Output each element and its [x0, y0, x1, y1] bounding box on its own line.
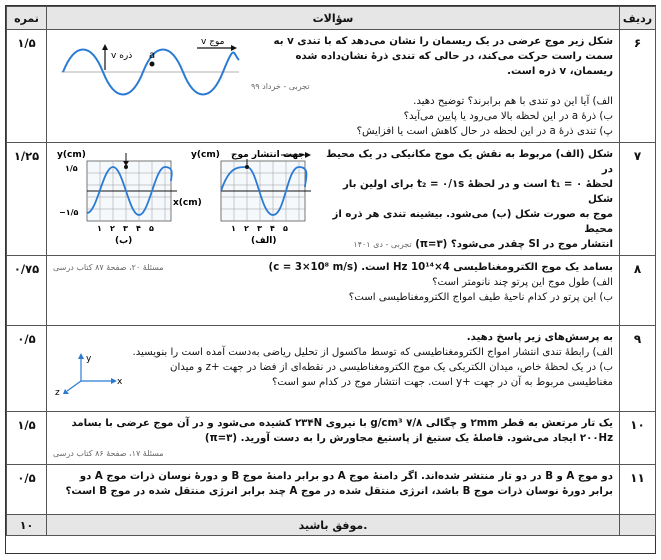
score-8: ۰/۷۵ [7, 256, 47, 326]
graph-b-label: (ب) [115, 236, 133, 246]
score-11: ۰/۵ [7, 465, 47, 515]
graph-b-tick-4: ۴ [136, 224, 141, 233]
graph-b-tick-5: ۵ [149, 224, 154, 233]
graph-a-tick-2: ۲ [244, 224, 249, 233]
q7-line-3: موج به صورت شکل (ب) می‌شود. بیشینه تندی هر ذره از محیط [332, 209, 613, 235]
graph-a-tick-4: ۴ [270, 224, 275, 233]
row-num-8: ۸ [620, 256, 656, 326]
score-10: ۱/۵ [7, 412, 47, 465]
q9-text: به پرسش‌های زیر پاسخ دهید. [466, 332, 613, 343]
question-7 [47, 143, 620, 256]
graph-b-ymax: ۱/۵ [65, 164, 78, 173]
transverse-wave-figure [55, 34, 245, 109]
graph-b-xlabel: x(cm) [173, 198, 202, 208]
q10-source: مسئلهٔ ۱۷، صفحهٔ ۸۶ کتاب درسی [53, 449, 164, 458]
question-6 [47, 30, 620, 143]
axis-y-label: y [86, 354, 92, 364]
question-row-10 [7, 412, 656, 465]
q8-part-a: الف) طول موج این پرتو چند نانومتر است؟ [432, 277, 613, 288]
q8-text: بسامد یک موج الکترومغناطیسی 4×10¹⁴ Hz است. (c = 3×10⁸ m/s) [268, 262, 613, 273]
header-row [7, 7, 656, 30]
graph-b [57, 150, 202, 246]
v-particle-label: v ذره [111, 51, 133, 61]
point-a-label: a [149, 50, 156, 61]
q11-text: دو موج A و B در دو تار منتشر شده‌اند. اگر دامنهٔ موج A دو برابر دامنهٔ موج B و دورهٔ نوسان ذرات موج A دو برابر دورهٔ نوسان ذرات موج B باشد، انرژی منتقل شده در موج A چند برابر انرژی منتقل شده در موج B است؟ [65, 471, 613, 497]
exam-table [6, 6, 656, 536]
question-row-11 [7, 465, 656, 515]
propagation-direction-label: جهت انتشار موج [231, 150, 305, 160]
axis-z-label: z [55, 388, 60, 397]
graph-a-tick-5: ۵ [283, 224, 288, 233]
q7-source: تجربی - دی ۱۴۰۱ [353, 240, 412, 249]
question-9 [47, 326, 620, 412]
good-luck-text: موفق باشید. [47, 515, 620, 536]
question-11 [47, 465, 620, 515]
axes-figure [55, 351, 125, 402]
question-row-8 [7, 256, 656, 326]
graph-b-ymin: −۱/۵ [59, 208, 79, 217]
graph-b-tick-2: ۲ [110, 224, 115, 233]
row-header: ردیف [620, 7, 656, 30]
total-score: ۱۰ [7, 515, 47, 536]
question-10 [47, 412, 620, 465]
axis-x-label: x [117, 377, 123, 387]
q6-part-a: الف) آیا این دو تندی با هم برابرند؟ توضیح دهید. [413, 96, 613, 107]
q7-line-4: انتشار موج در SI چقدر می‌شود؟ (π=۳) [415, 239, 613, 250]
score-header: نمره [7, 7, 47, 30]
row-num-7: ۷ [620, 143, 656, 256]
score-6: ۱/۵ [7, 30, 47, 143]
question-row-9 [7, 326, 656, 412]
graph-a-label: (الف) [251, 236, 277, 246]
point-a [150, 62, 155, 67]
q7-line-1: شکل (الف) مربوط به نقش یک موج مکانیکی در یک محیط در [326, 149, 613, 175]
question-header: سؤالات [47, 7, 620, 30]
q6-text: شکل زیر موج عرضی در یک ریسمان را نشان می‌دهد که با تندی v به سمت راست حرکت می‌کند، در حالی که تندی ذرهٔ نشان‌داده شده ریسمان، v ذره است. [273, 36, 613, 77]
row-num-11: ۱۱ [620, 465, 656, 515]
score-7: ۱/۲۵ [7, 143, 47, 256]
graph-a [191, 150, 311, 246]
q9-part-b: ب) در یک لحظهٔ خاص، میدان الکتریکی یک موج الکترومغناطیسی در نقطه‌ای از فضا در جهت +z و میدان مغناطیسی مربوط به آن در جهت +y است. جهت انتشار موج در کدام سو است؟ [170, 362, 613, 388]
row-num-6: ۶ [620, 30, 656, 143]
q6-part-b: ب) ذرهٔ a در این لحظه بالا می‌رود یا پایین می‌آید؟ [403, 111, 613, 122]
exam-sheet [5, 5, 656, 554]
graph-a-tick-1: ۱ [231, 224, 236, 233]
q6-part-c: پ) تندی ذرهٔ a در این لحظه در حال کاهش است یا افزایش؟ [356, 126, 613, 137]
graph-a-tick-3: ۳ [257, 224, 262, 233]
q10-text: یک تار مرتعش به قطر ۲mm و چگالی ۷/۸ g/cm³ با نیروی ۲۳۴N کشیده می‌شود و در آن موج عرضی با بسامد ۲۰۰Hz ایجاد می‌شود. فاصلهٔ یک ستیغ از پاستیغ مجاورش را به دست آورید. (π=۳) [71, 418, 613, 444]
graph-b-tick-3: ۳ [123, 224, 128, 233]
question-row-7 [7, 143, 656, 256]
v-wave-label: v موج [201, 37, 225, 47]
row-num-9: ۹ [620, 326, 656, 412]
graph-b-ylabel: y(cm) [57, 150, 86, 160]
graph-b-tick-1: ۱ [97, 224, 102, 233]
footer-row [7, 515, 656, 536]
row-num-10: ۱۰ [620, 412, 656, 465]
q8-source: مسئلهٔ ۲۰، صفحهٔ ۸۷ کتاب درسی [53, 263, 164, 272]
q9-part-a: الف) رابطهٔ تندی انتشار امواج الکترومغناطیسی که توسط ماکسول از تحلیل ریاضی به‌دست آمده است را بنویسید. [132, 347, 613, 358]
q7-line-2: لحظهٔ t₁ = ۰ است و در لحظهٔ t₂ = ۰/۱s برای اولین بار شکل [342, 179, 613, 205]
question-8 [47, 256, 620, 326]
q6-source: تجربی - خرداد ۹۹ [251, 82, 310, 91]
wave-graphs-figure [55, 147, 320, 252]
q8-part-b: ب) این پرتو در کدام ناحیهٔ طیف امواج الکترومغناطیسی است؟ [348, 292, 613, 303]
graph-a-ylabel: y(cm) [191, 150, 220, 160]
score-9: ۰/۵ [7, 326, 47, 412]
question-row-6 [7, 30, 656, 143]
